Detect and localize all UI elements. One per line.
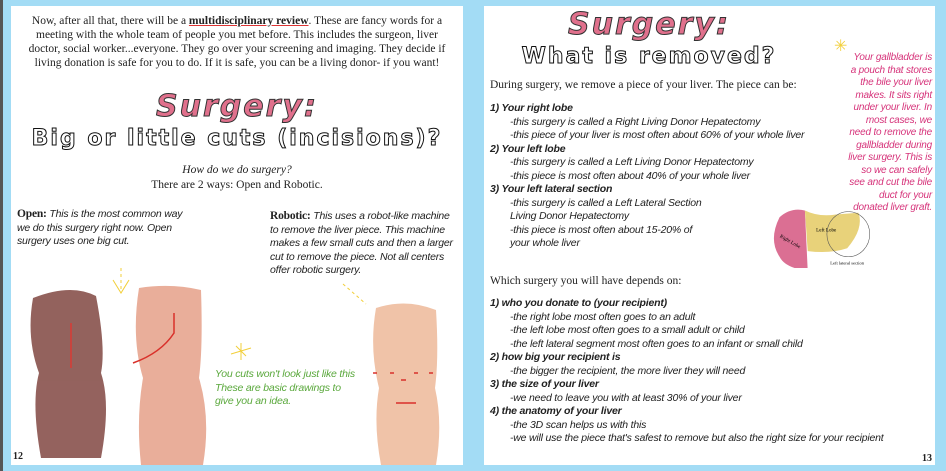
piece-heading: 3) Your left lateral section	[490, 183, 613, 195]
liver-illustration	[719, 206, 919, 268]
depends-heading: Which surgery you will have depends on:	[490, 275, 682, 287]
intro-paragraph	[21, 14, 453, 70]
piece-item	[490, 102, 840, 143]
piece-item	[490, 143, 840, 184]
factor-list	[490, 297, 934, 446]
window-edge	[0, 0, 3, 471]
factor-item	[490, 378, 934, 405]
intro: During surgery, we remove a piece of your liver. The piece can be:	[490, 79, 797, 91]
piece-line: -this surgery is called a Right Living Donor Hepatectomy	[510, 115, 761, 128]
factor-item	[490, 351, 934, 378]
arrow-open-icon	[113, 268, 129, 293]
factor-line: -we need to leave you with at least 30% of your liver	[510, 391, 742, 404]
factor-heading: 1) who you donate to (your recipient)	[490, 297, 667, 309]
factor-line: -the right lobe most often goes to an adult	[510, 310, 696, 323]
factor-item	[490, 405, 934, 446]
factor-heading: 3) the size of your liver	[490, 378, 599, 390]
open-text: This is the most common way we do this surgery right now. Open surgery uses one big cut.	[17, 208, 183, 247]
page-title: Surgery:	[156, 89, 318, 124]
piece-heading: 2) Your left lobe	[490, 142, 566, 155]
factor-heading: 4) the anatomy of your liver	[490, 405, 622, 417]
drawing-note: You cuts won't look just like this These are basic drawings to give you an idea.	[215, 368, 355, 407]
page-number: 13	[922, 453, 932, 464]
question: How do we do surgery?	[182, 164, 292, 176]
torso-open-subcostal	[133, 286, 206, 465]
piece-line: -this piece of your liver is most often about 60% of your whole liver	[510, 129, 805, 141]
arrow-robotic-icon	[343, 284, 366, 304]
piece-line: -this piece is most often about 15-20% of your whole liver	[510, 223, 693, 249]
open-description	[17, 207, 192, 249]
factor-line: -we will use the piece that's safest to remove but also the right size for your recipient	[510, 432, 884, 444]
factor-line: -the 3D scan helps us with this	[510, 418, 647, 431]
open-label: Open:	[17, 208, 47, 220]
intro-text: Now, after all that, there will be a	[31, 15, 189, 27]
page-subtitle: Big or little cuts (incisions)?	[31, 126, 443, 151]
factor-heading: 2) how big your recipient is	[490, 351, 621, 363]
torso-open-midline	[31, 290, 106, 458]
intro-term: multidisciplinary review	[188, 15, 309, 27]
factor-line: -the bigger the recipient, the more liver they will need	[510, 364, 746, 377]
factor-line: -the left lobe most often goes to a small adult or child	[510, 324, 745, 336]
page-13	[484, 6, 935, 465]
page-12	[11, 6, 463, 465]
page-number: 12	[13, 451, 23, 462]
robotic-label: Robotic:	[270, 210, 311, 222]
intro-text-rest: . These are fancy words for a meeting with the whole team of people you met before. This includes the surgeon, liver doctor, social worker...everyone. They go over your screening and imaging. They decide if living donation is safe for you to do. If it is safe, you can be a living donor- if you want!	[28, 15, 446, 69]
star-icon	[231, 343, 251, 360]
right-lobe-label: Right Lobe	[778, 233, 802, 251]
left-lobe-label: Left Lobe	[816, 227, 837, 234]
robotic-text: This uses a robot-like machine to remove the liver piece. This machine makes a few small cuts and then a larger cut to remove the piece. Not all centers offer robotic surgery.	[270, 210, 453, 276]
lateral-section-label: Left lateral section	[830, 260, 865, 266]
piece-line: -this surgery is called a Left Lateral Section Living Donor Hepatectomy	[510, 196, 702, 222]
piece-line: -this surgery is called a Left Living Donor Hepatectomy	[510, 156, 754, 168]
page-subtitle: What is removed?	[521, 44, 777, 69]
piece-line: -this piece is most often about 40% of your whole liver	[510, 169, 750, 182]
piece-heading: 1) Your right lobe	[490, 102, 573, 114]
star-icon: ✳	[834, 38, 848, 55]
torso-illustrations	[11, 268, 463, 465]
answer: There are 2 ways: Open and Robotic.	[151, 179, 323, 191]
torso-robotic	[373, 303, 439, 465]
factor-item	[490, 297, 934, 351]
factor-line: -the left lateral segment most often goes to an infant or small child	[510, 337, 803, 350]
gallbladder-note: Your gallbladder is a pouch that stores the bile your liver makes. It sits right under your liver. In most cases, we need to remove the gallbladder during liver surgery. This is so we can safely see and cut the bile duct for your donated liver graft.	[848, 52, 932, 213]
page-title: Surgery:	[568, 7, 730, 42]
